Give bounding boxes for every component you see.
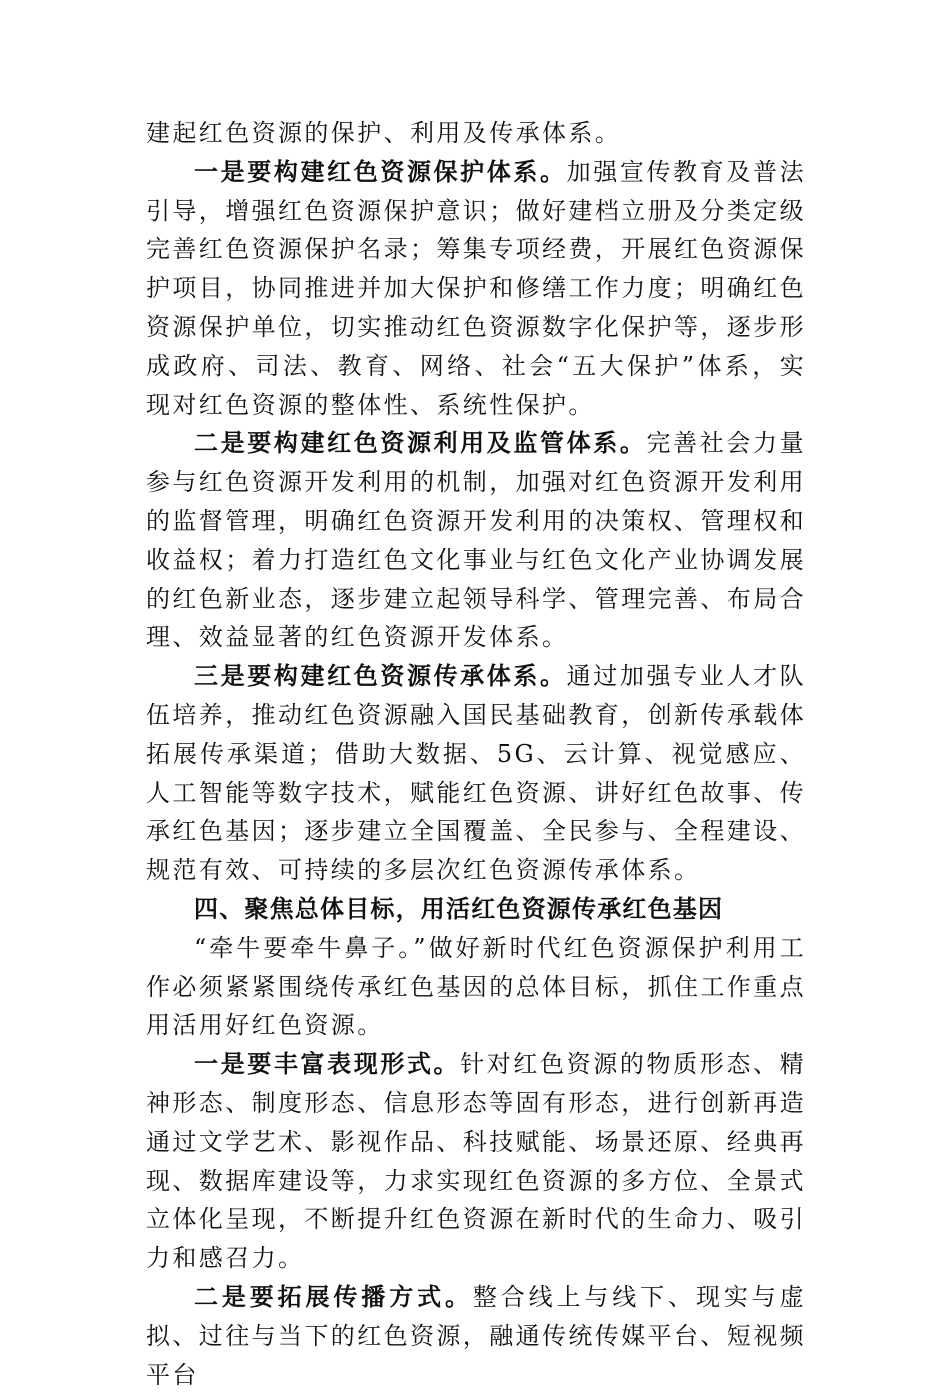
paragraph-text: 通过加强专业人才队伍培养，推动红色资源融入国民基础教育，创新传承载体拓展传承渠道；借助大数据、5G、云计算、视觉感应、人工智能等数字技术，赋能红色资源、讲好红色故事、传承红色基因；逐步建立全国覆盖、全民参与、全程建设、规范有效、可持续的多层次红色资源传承体系。 — [146, 662, 806, 885]
document-body — [146, 114, 806, 1394]
paragraph-protection-system — [146, 153, 806, 425]
paragraph-text: 建起红色资源的保护、利用及传承体系。 — [146, 119, 622, 147]
paragraph-dissemination — [146, 1278, 806, 1394]
paragraph-continuation — [146, 114, 806, 153]
paragraph-lead: 二是要构建红色资源利用及监管体系。 — [194, 428, 647, 458]
paragraph-expression-forms — [146, 1045, 806, 1278]
paragraph-lead: 一是要构建红色资源保护体系。 — [194, 156, 567, 186]
paragraph-text: 针对红色资源的物质形态、精神形态、制度形态、信息形态等固有形态，进行创新再造通过文学艺术、影视作品、科技赋能、场景还原、经典再现、数据库建设等，力求实现红色资源的多方位、全景式立体化呈现，不断提升红色资源在新时代的生命力、吸引力和感召力。 — [146, 1050, 807, 1273]
paragraph-text: 整合线上与线下、现实与虚拟、过往与当下的红色资源，融通传统传媒平台、短视频平台 — [146, 1282, 806, 1389]
paragraph-utilization-system — [146, 424, 806, 657]
paragraph-lead: 二是要拓展传播方式。 — [194, 1281, 473, 1311]
paragraph-lead: 一是要丰富表现形式。 — [194, 1049, 461, 1079]
paragraph-text: “牵牛要牵牛鼻子。”做好新时代红色资源保护利用工作必须紧紧围绕传承红色基因的总体目标，抓住工作重点用活用好红色资源。 — [146, 933, 806, 1040]
paragraph-text: 加强宣传教育及普法引导，增强红色资源保护意识；做好建档立册及分类定级完善红色资源保护名录；筹集专项经费，开展红色资源保护项目，协同推进并加大保护和修缮工作力度；明确红色资源保护单位，切实推动红色资源数字化保护等，逐步形成政府、司法、教育、网络、社会“五大保护”体系，实现对红色资源的整体性、系统性保护。 — [146, 157, 806, 419]
paragraph-lead: 三是要构建红色资源传承体系。 — [194, 661, 567, 691]
paragraph-inheritance-system — [146, 657, 806, 890]
paragraph-text: 完善社会力量参与红色资源开发利用的机制，加强对红色资源开发利用的监督管理，明确红色资源开发利用的决策权、管理权和收益权；着力打造红色文化事业与红色文化产业协调发展的红色新业态，逐步建立起领导科学、管理完善、布局合理、效益显著的红色资源开发体系。 — [146, 429, 806, 652]
section-heading: 四、聚焦总体目标，用活红色资源传承红色基因 — [194, 894, 724, 923]
paragraph-intro — [146, 929, 806, 1045]
